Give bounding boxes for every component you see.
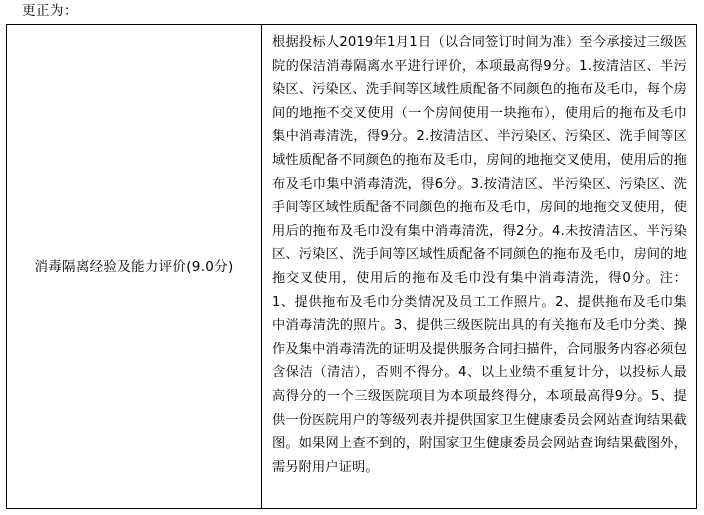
evaluation-table (6, 24, 697, 509)
criterion-label: 消毒隔离经验及能力评价(9.0分) (34, 258, 234, 275)
intro-text: 更正为： (22, 3, 78, 19)
table-row-content-cell (262, 25, 696, 508)
table-row-label-cell (7, 25, 262, 508)
criterion-description: 根据投标人2019年1月1日（以合同签订时间为准）至今承接过三级医院的保洁消毒隔离水平进行评价，本项最高得9分。1.按清洁区、半污染区、污染区、洗手间等区域性质配备不同颜色的拖布及毛巾，每个房间的地拖不交叉使用（一个房间使用一块拖布），使用后的拖布及毛巾集中消毒清洗，得9分。2.按清洁区、半污染区、污染区、洗手间等区域性质配备不同颜色的拖布及毛巾，房间的地拖交叉使用，使用后的拖布及毛巾集中消毒清洗，得6分。3.按清洁区、半污染区、污染区、洗手间等区域性质配备不同颜色的拖布及毛巾，房间的地拖交叉使用，使用后的拖布及毛巾没有集中消毒清洗，得2分。4.未按清洁区、半污染区、污染区、洗手间等区域性质配备不同颜色的拖布及毛巾，房间的地拖交叉使用，使用后的拖布及毛巾没有集中消毒清洗，得0分。注：1、提供拖布及毛巾分类情况及员工工作照片。2、提供拖布及毛巾集中消毒清洗的照片。3、提供三级医院出具的有关拖布及毛巾分类、操作及集中消毒清洗的证明及提供服务合同扫描件，合同服务内容必须包含保洁（清洁），否则不得分。4、以上业绩不重复计分，以投标人最高得分的一个三级医院项目为本项最终得分，本项最高得9分。5、提供一份医院用户的等级列表并提供国家卫生健康委员会网站查询结果截图。如果网上查不到的，附国家卫生健康委员会网站查询结果截图外，需另附用户证明。 (272, 35, 687, 475)
